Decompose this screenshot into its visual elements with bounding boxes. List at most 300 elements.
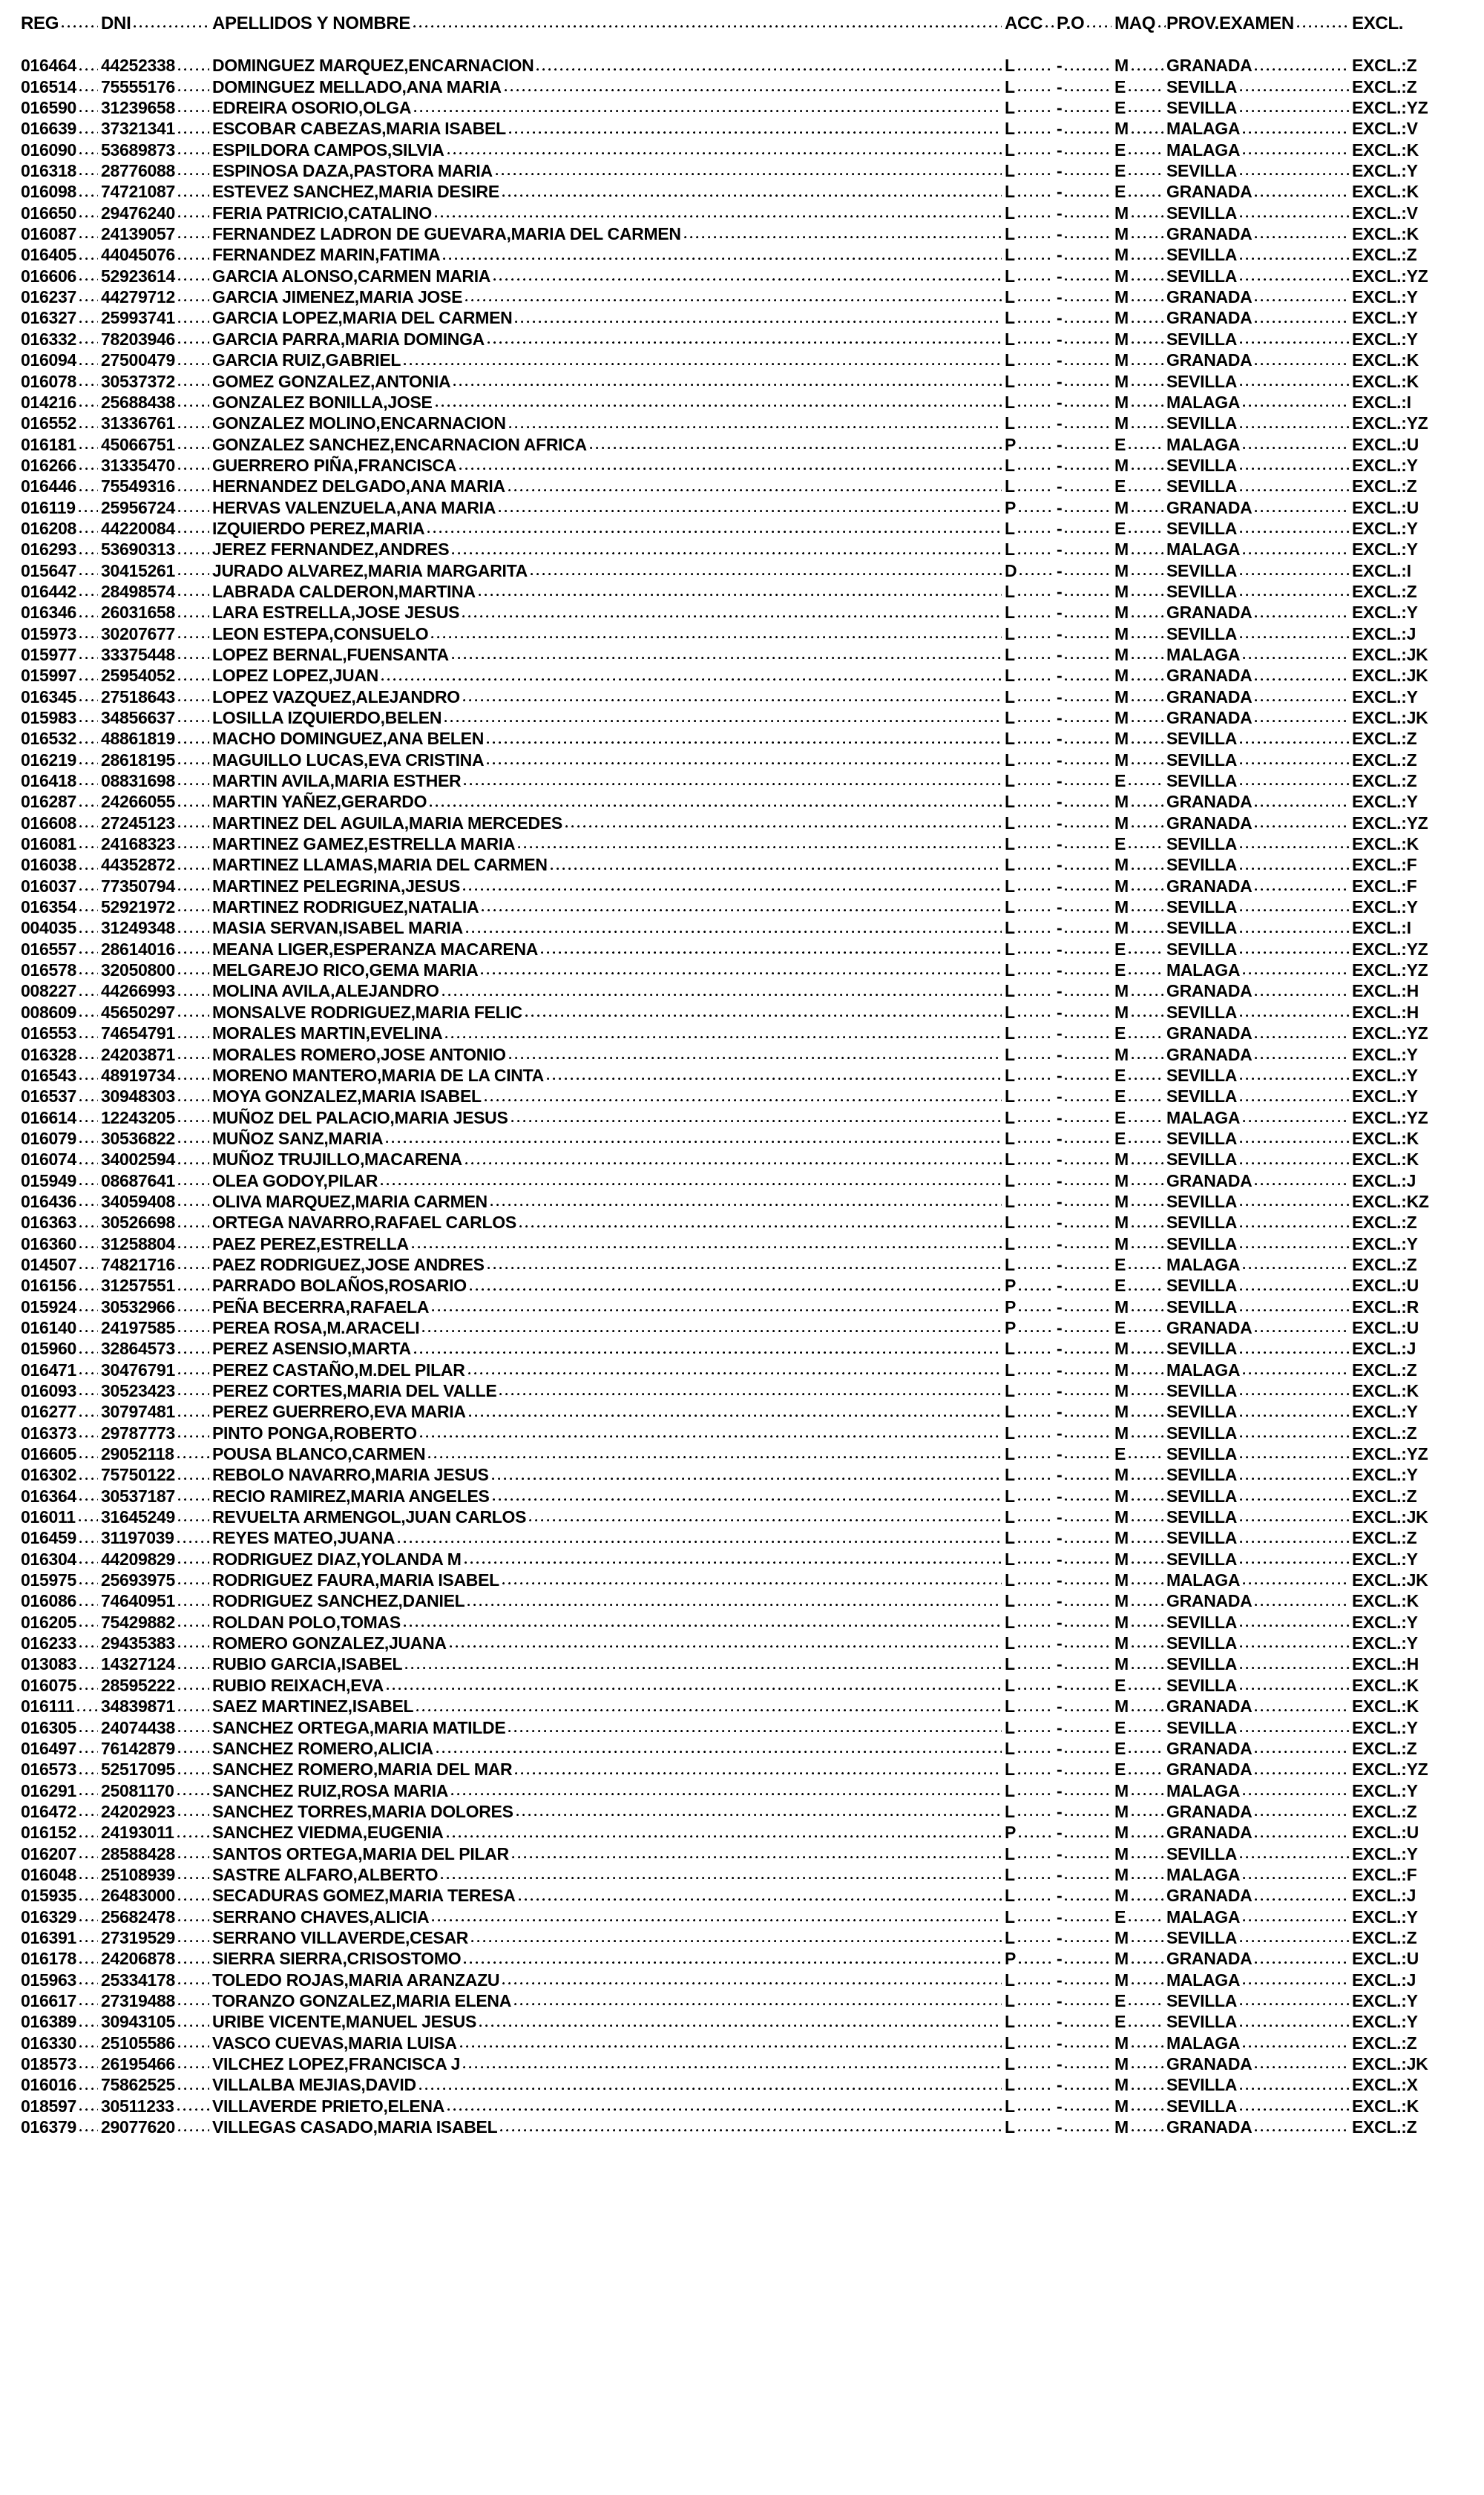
table-row — [21, 1927, 1463, 1948]
value-prov: GRANADA — [1166, 813, 1252, 833]
cell-reg — [21, 392, 101, 413]
value-dni: 45066751 — [101, 434, 175, 454]
leader-dots — [1132, 991, 1163, 999]
value-prov: SEVILLA — [1166, 855, 1238, 875]
cell-excl — [1352, 160, 1463, 181]
value-maq: M — [1114, 1591, 1129, 1611]
value-name: ORTEGA NAVARRO,RAFAEL CARLOS — [212, 1213, 516, 1233]
value-maq: E — [1114, 1086, 1126, 1106]
value-excl: EXCL.:Y — [1352, 897, 1418, 917]
value-dni: 30537372 — [101, 371, 175, 391]
value-prov: SEVILLA — [1166, 329, 1238, 349]
value-po: - — [1057, 1317, 1063, 1337]
value-reg: 016553 — [21, 1023, 76, 1043]
value-name: SERRANO VILLAVERDE,CESAR — [212, 1927, 469, 1947]
leader-dots — [178, 948, 209, 957]
cell-dni — [101, 1380, 212, 1401]
leader-dots — [1255, 1811, 1349, 1819]
value-excl: EXCL.:K — [1352, 1675, 1419, 1695]
value-prov: GRANADA — [1166, 1738, 1252, 1758]
table-row — [21, 833, 1463, 854]
cell-po — [1057, 1990, 1114, 2011]
leader-dots — [430, 801, 1002, 810]
value-acc: L — [1005, 455, 1015, 475]
leader-dots — [79, 1727, 98, 1735]
value-acc: L — [1005, 1002, 1015, 1022]
value-excl: EXCL.:H — [1352, 1654, 1419, 1674]
value-excl: EXCL.:Y — [1352, 161, 1418, 181]
value-po: - — [1057, 581, 1063, 601]
leader-dots — [499, 1390, 1002, 1398]
cell-excl — [1352, 2053, 1463, 2074]
leader-dots — [1018, 1180, 1054, 1188]
value-reg: 015975 — [21, 1570, 76, 1590]
leader-dots — [1129, 1096, 1163, 1104]
leader-dots — [452, 549, 1002, 557]
leader-dots — [1129, 1685, 1163, 1693]
value-dni: 25693975 — [101, 1570, 175, 1590]
value-prov: SEVILLA — [1166, 771, 1238, 791]
cell-maq — [1114, 1128, 1166, 1149]
leader-dots — [1065, 1012, 1112, 1020]
cell-prov — [1166, 1212, 1352, 1233]
cell-po — [1057, 1633, 1114, 1653]
cell-prov — [1166, 686, 1352, 707]
cell-po — [1057, 1380, 1114, 1401]
value-po: - — [1057, 476, 1063, 496]
value-name: GONZALEZ BONILLA,JOSE — [212, 392, 433, 412]
cell-excl — [1352, 1443, 1463, 1464]
cell-prov — [1166, 1527, 1352, 1548]
cell-dni — [101, 1885, 212, 1906]
value-excl: EXCL.:Z — [1352, 1213, 1417, 1233]
value-po: - — [1057, 1276, 1063, 1296]
cell-name — [212, 140, 1005, 160]
cell-excl — [1352, 1801, 1463, 1822]
cell-reg — [21, 1506, 101, 1527]
leader-dots — [79, 1495, 98, 1504]
leader-dots — [519, 1222, 1002, 1230]
value-prov: SEVILLA — [1166, 1339, 1238, 1359]
table-header-row — [21, 13, 1463, 34]
cell-acc — [1005, 854, 1057, 875]
leader-dots — [499, 507, 1002, 515]
cell-acc — [1005, 1780, 1057, 1801]
value-prov: GRANADA — [1166, 308, 1252, 328]
leader-dots — [1018, 1706, 1054, 1714]
value-excl: EXCL.:Y — [1352, 792, 1418, 812]
cell-acc — [1005, 329, 1057, 350]
leader-dots — [1065, 1706, 1112, 1714]
cell-maq — [1114, 497, 1166, 518]
cell-po — [1057, 329, 1114, 350]
leader-dots — [1132, 360, 1163, 368]
cell-dni — [101, 644, 212, 665]
cell-acc — [1005, 939, 1057, 960]
cell-reg — [21, 1801, 101, 1822]
cell-reg — [21, 1675, 101, 1696]
leader-dots — [1132, 1495, 1163, 1504]
cell-po — [1057, 960, 1114, 980]
leader-dots — [1240, 1495, 1349, 1504]
value-po: - — [1057, 224, 1063, 244]
cell-dni — [101, 1864, 212, 1885]
value-acc: L — [1005, 644, 1015, 664]
leader-dots — [1018, 1622, 1054, 1630]
leader-dots — [1132, 255, 1163, 263]
cell-prov — [1166, 1065, 1352, 1086]
value-dni: 24203871 — [101, 1044, 175, 1064]
value-excl: EXCL.:K — [1352, 1696, 1419, 1717]
cell-po — [1057, 665, 1114, 686]
value-po: - — [1057, 1065, 1063, 1085]
leader-dots — [1018, 275, 1054, 283]
value-name: MORENO MANTERO,MARIA DE LA CINTA — [212, 1065, 544, 1085]
leader-dots — [1132, 1390, 1163, 1398]
cell-prov — [1166, 581, 1352, 602]
value-excl: EXCL.:Z — [1352, 2033, 1417, 2053]
leader-dots — [1018, 1412, 1054, 1420]
leader-dots — [1132, 865, 1163, 873]
value-po: - — [1057, 1654, 1063, 1674]
leader-dots — [79, 1201, 98, 1209]
value-maq: M — [1114, 897, 1129, 917]
value-reg: 008609 — [21, 1002, 76, 1022]
cell-dni — [101, 329, 212, 350]
value-prov: SEVILLA — [1166, 161, 1238, 181]
leader-dots — [1132, 549, 1163, 557]
cell-name — [212, 581, 1005, 602]
value-excl: EXCL.:Y — [1352, 1907, 1418, 1927]
leader-dots — [420, 1432, 1002, 1440]
value-po: - — [1057, 413, 1063, 433]
leader-dots — [177, 1538, 209, 1546]
leader-dots — [436, 401, 1002, 410]
cell-prov — [1166, 770, 1352, 791]
leader-dots — [481, 969, 1002, 977]
cell-dni — [101, 1675, 212, 1696]
value-dni: 29435383 — [101, 1633, 175, 1653]
value-acc: L — [1005, 1150, 1015, 1170]
value-prov: MALAGA — [1166, 1970, 1241, 1990]
leader-dots — [79, 275, 98, 283]
cell-maq — [1114, 55, 1166, 76]
cell-reg — [21, 917, 101, 938]
leader-dots — [79, 612, 98, 620]
cell-maq — [1114, 1864, 1166, 1885]
cell-name — [212, 1653, 1005, 1674]
cell-excl — [1352, 1464, 1463, 1485]
value-name: LABRADA CALDERON,MARTINA — [212, 581, 476, 601]
cell-maq — [1114, 350, 1166, 370]
value-acc: L — [1005, 666, 1015, 686]
value-dni: 74654791 — [101, 1023, 175, 1043]
cell-excl — [1352, 833, 1463, 854]
value-dni: 26195466 — [101, 2054, 175, 2073]
leader-dots — [79, 1222, 98, 1230]
value-reg: 016360 — [21, 1233, 76, 1253]
leader-dots — [453, 381, 1002, 389]
value-dni: 27319488 — [101, 1990, 175, 2010]
cell-po — [1057, 917, 1114, 938]
cell-excl — [1352, 97, 1463, 118]
value-maq: M — [1114, 245, 1129, 265]
value-maq: M — [1114, 350, 1129, 370]
value-maq: E — [1114, 161, 1126, 181]
leader-dots — [1132, 801, 1163, 810]
value-maq: M — [1114, 1886, 1129, 1906]
cell-maq — [1114, 1738, 1166, 1759]
cell-acc — [1005, 2117, 1057, 2137]
cell-dni — [101, 581, 212, 602]
value-reg: 016330 — [21, 2033, 76, 2053]
value-acc: L — [1005, 1213, 1015, 1233]
cell-prov — [1166, 307, 1352, 328]
leader-dots — [178, 1432, 209, 1440]
value-excl: EXCL.:J — [1352, 1970, 1416, 1990]
value-reg: 016098 — [21, 182, 76, 202]
cell-maq — [1114, 644, 1166, 665]
table-row — [21, 1338, 1463, 1359]
leader-dots — [1065, 1642, 1112, 1650]
value-dni: 53690313 — [101, 540, 175, 560]
leader-dots — [565, 822, 1002, 830]
cell-excl — [1352, 1970, 1463, 1990]
cell-prov — [1166, 1717, 1352, 1738]
value-acc: L — [1005, 1360, 1015, 1380]
leader-dots — [1129, 843, 1163, 851]
cell-dni — [101, 2074, 212, 2095]
cell-po — [1057, 181, 1114, 202]
cell-po — [1057, 1107, 1114, 1128]
cell-excl — [1352, 750, 1463, 770]
value-reg: 016497 — [21, 1738, 76, 1758]
leader-dots — [1018, 1348, 1054, 1357]
value-excl: EXCL.:K — [1352, 371, 1419, 391]
table-row — [21, 1149, 1463, 1170]
leader-dots — [1065, 2042, 1112, 2050]
value-dni: 27500479 — [101, 350, 175, 370]
leader-dots — [1065, 401, 1112, 410]
cell-maq — [1114, 1107, 1166, 1128]
cell-dni — [101, 770, 212, 791]
leader-dots — [1240, 2022, 1349, 2030]
value-acc: P — [1005, 1317, 1017, 1337]
cell-maq — [1114, 455, 1166, 476]
value-po: - — [1057, 560, 1063, 580]
cell-prov — [1166, 518, 1352, 539]
leader-dots — [1132, 1664, 1163, 1672]
cell-dni — [101, 1801, 212, 1822]
value-dni: 37321341 — [101, 119, 175, 139]
leader-dots — [178, 1727, 209, 1735]
value-dni: 24266055 — [101, 792, 175, 812]
leader-dots — [1243, 2042, 1349, 2050]
cell-reg — [21, 518, 101, 539]
value-name: GOMEZ GONZALEZ,ANTONIA — [212, 371, 451, 391]
cell-excl — [1352, 1506, 1463, 1527]
value-excl: EXCL.:YZ — [1352, 266, 1428, 286]
leader-dots — [1129, 149, 1163, 157]
value-reg: 016287 — [21, 792, 76, 812]
leader-dots — [79, 1958, 98, 1967]
cell-name — [212, 1570, 1005, 1590]
value-maq: M — [1114, 1296, 1129, 1317]
value-maq: E — [1114, 939, 1126, 959]
cell-name — [212, 203, 1005, 223]
value-prov: GRANADA — [1166, 686, 1252, 706]
leader-dots — [178, 1201, 209, 1209]
value-prov: MALAGA — [1166, 1780, 1241, 1800]
cell-prov — [1166, 118, 1352, 139]
value-name: ESPILDORA CAMPOS,SILVIA — [212, 140, 444, 160]
leader-dots — [1018, 969, 1054, 977]
value-prov: MALAGA — [1166, 644, 1241, 664]
leader-dots — [178, 759, 209, 767]
cell-acc — [1005, 707, 1057, 728]
cell-reg — [21, 1590, 101, 1611]
cell-excl — [1352, 1907, 1463, 1927]
cell-dni — [101, 539, 212, 560]
value-dni: 75555176 — [101, 76, 175, 96]
cell-name — [212, 497, 1005, 518]
value-maq: M — [1114, 2054, 1129, 2073]
table-row — [21, 140, 1463, 160]
leader-dots — [1065, 275, 1112, 283]
value-maq: M — [1114, 1843, 1129, 1863]
leader-dots — [79, 86, 98, 94]
value-name: PEREZ GUERRERO,EVA MARIA — [212, 1402, 466, 1422]
value-maq: M — [1114, 1570, 1129, 1590]
cell-maq — [1114, 1907, 1166, 1927]
value-reg: 016318 — [21, 161, 76, 181]
cell-reg — [21, 1696, 101, 1717]
cell-reg — [21, 2011, 101, 2032]
value-maq: E — [1114, 98, 1126, 118]
value-reg: 016237 — [21, 287, 76, 307]
leader-dots — [177, 2105, 209, 2114]
cell-prov — [1166, 1170, 1352, 1191]
leader-dots — [1132, 1832, 1163, 1840]
cell-prov — [1166, 1506, 1352, 1527]
cell-reg — [21, 770, 101, 791]
leader-dots — [1240, 528, 1349, 536]
value-maq: M — [1114, 1191, 1129, 1211]
cell-dni — [101, 1023, 212, 1043]
cell-excl — [1352, 1107, 1463, 1128]
leader-dots — [1255, 675, 1349, 683]
leader-dots — [1018, 675, 1054, 683]
value-acc: L — [1005, 1927, 1015, 1947]
cell-acc — [1005, 560, 1057, 581]
cell-maq — [1114, 833, 1166, 854]
value-name: PEREZ CORTES,MARIA DEL VALLE — [212, 1381, 497, 1400]
leader-dots — [1065, 654, 1112, 662]
value-maq: E — [1114, 1738, 1126, 1758]
leader-dots — [1240, 1727, 1349, 1735]
cell-dni — [101, 1065, 212, 1086]
cell-excl — [1352, 1885, 1463, 1906]
value-maq: M — [1114, 2075, 1129, 2095]
value-name: TOLEDO ROJAS,MARIA ARANZAZU — [212, 1970, 500, 1990]
value-dni: 33375448 — [101, 644, 175, 664]
cell-name — [212, 1549, 1005, 1570]
cell-acc — [1005, 1759, 1057, 1780]
leader-dots — [79, 423, 98, 431]
value-po: - — [1057, 2054, 1063, 2073]
cell-acc — [1005, 1990, 1057, 2011]
leader-dots — [1065, 128, 1112, 137]
leader-dots — [177, 1790, 209, 1798]
cell-reg — [21, 1864, 101, 1885]
leader-dots — [427, 528, 1002, 536]
leader-dots — [1065, 612, 1112, 620]
cell-prov — [1166, 1927, 1352, 1948]
leader-dots — [77, 1706, 98, 1714]
cell-dni — [101, 2033, 212, 2053]
leader-dots — [178, 717, 209, 725]
value-dni: 24139057 — [101, 224, 175, 244]
leader-dots — [79, 1979, 98, 1987]
value-dni: 29787773 — [101, 1423, 175, 1443]
cell-po — [1057, 1590, 1114, 1611]
leader-dots — [1065, 1874, 1112, 1882]
value-acc: L — [1005, 897, 1015, 917]
cell-name — [212, 539, 1005, 560]
cell-acc — [1005, 1717, 1057, 1738]
value-prov: MALAGA — [1166, 960, 1241, 980]
value-acc: L — [1005, 2033, 1015, 2053]
value-prov: SEVILLA — [1166, 2075, 1238, 2095]
value-po: - — [1057, 434, 1063, 454]
value-acc: L — [1005, 1886, 1015, 1906]
cell-name — [212, 1843, 1005, 1864]
leader-dots — [381, 675, 1002, 683]
cell-reg — [21, 707, 101, 728]
value-name: SANCHEZ VIEDMA,EUGENIA — [212, 1823, 444, 1843]
leader-dots — [1065, 717, 1112, 725]
value-maq: M — [1114, 686, 1129, 706]
value-name: MARTINEZ RODRIGUEZ,NATALIA — [212, 897, 479, 917]
value-po: - — [1057, 1444, 1063, 1464]
cell-acc — [1005, 55, 1057, 76]
value-acc: L — [1005, 1381, 1015, 1400]
cell-prov — [1166, 750, 1352, 770]
cell-excl — [1352, 1990, 1463, 2011]
value-prov: SEVILLA — [1166, 1927, 1238, 1947]
value-excl: EXCL.:U — [1352, 1317, 1419, 1337]
value-acc: L — [1005, 1696, 1015, 1717]
leader-dots — [519, 1895, 1002, 1904]
value-po: - — [1057, 2075, 1063, 2095]
value-acc: L — [1005, 623, 1015, 643]
value-excl: EXCL.:F — [1352, 1864, 1417, 1884]
value-name: MORALES MARTIN,EVELINA — [212, 1023, 443, 1043]
leader-dots — [1065, 381, 1112, 389]
cell-po — [1057, 1717, 1114, 1738]
value-po: - — [1057, 813, 1063, 833]
value-reg: 016446 — [21, 476, 76, 496]
value-name: OLEA GODOY,PILAR — [212, 1170, 378, 1190]
value-dni: 30415261 — [101, 560, 175, 580]
value-dni: 52923614 — [101, 266, 175, 286]
value-excl: EXCL.:JK — [1352, 2054, 1428, 2073]
cell-po — [1057, 1401, 1114, 1422]
leader-dots — [1243, 1916, 1349, 1924]
cell-dni — [101, 1002, 212, 1023]
cell-excl — [1352, 1212, 1463, 1233]
leader-dots — [493, 275, 1002, 283]
